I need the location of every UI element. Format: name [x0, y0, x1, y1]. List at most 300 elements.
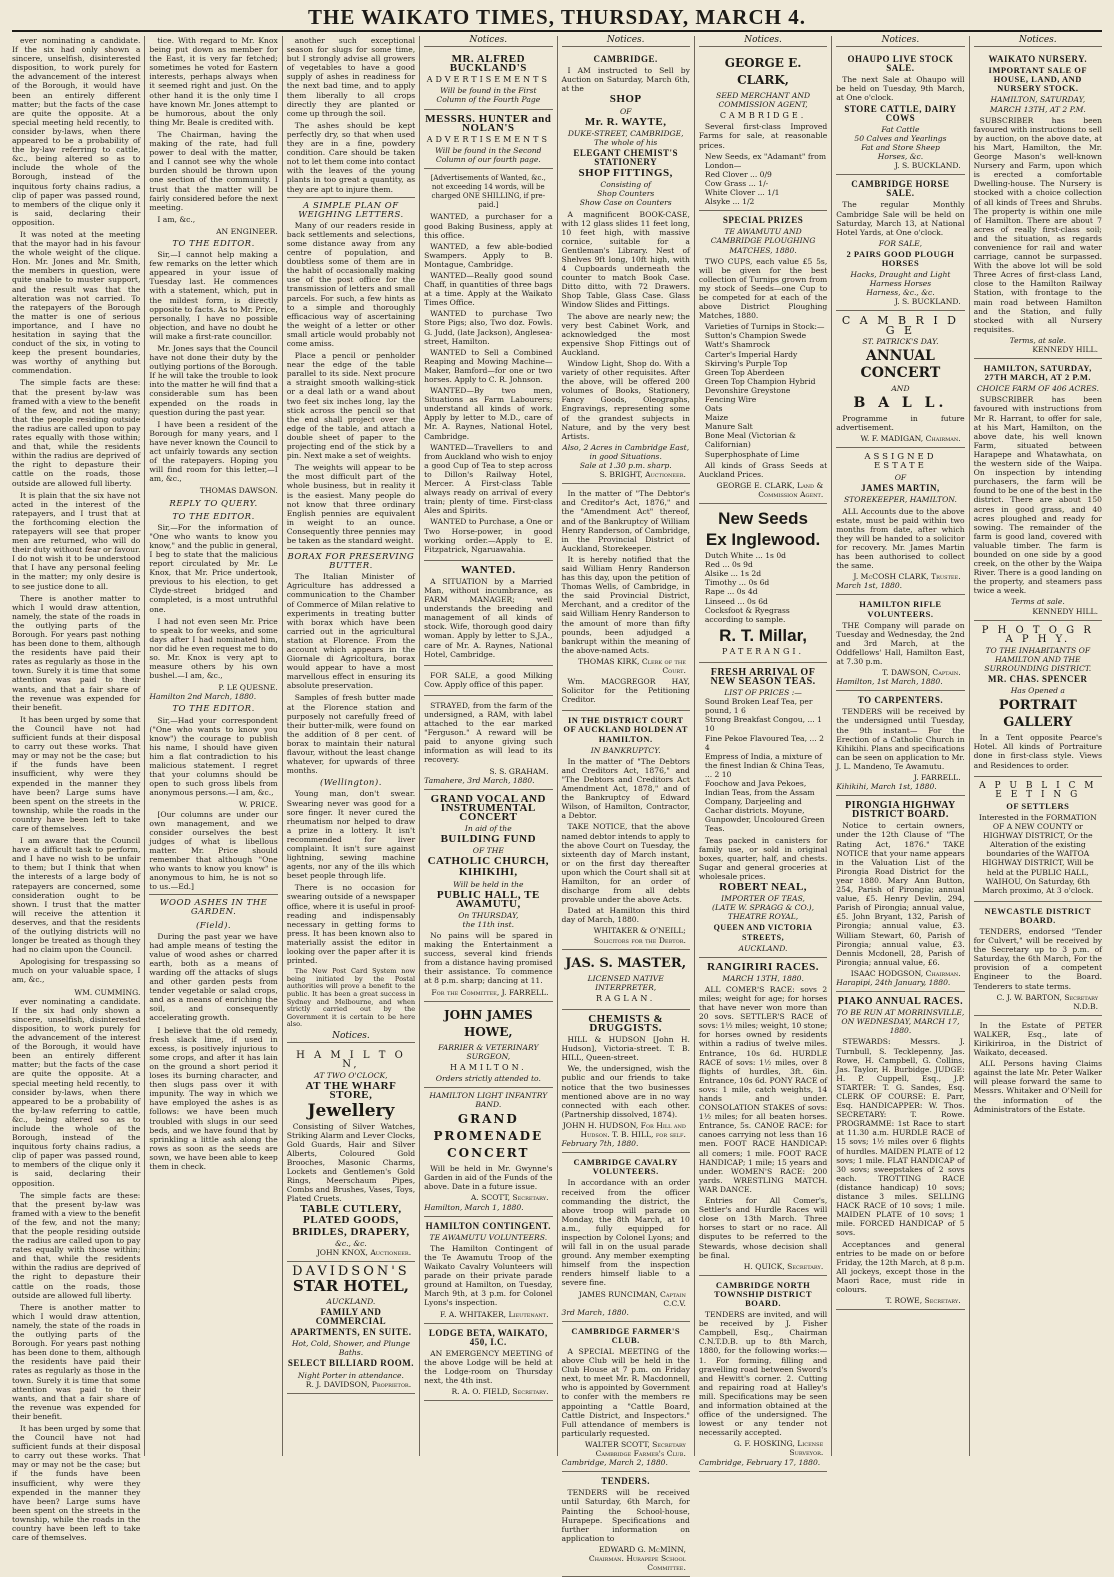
rates-note: [Advertisements of Wanted, &c., not exceeding 14 words, will be charged ONE SHILLING, if pre-paid.] — [430, 174, 546, 210]
article-paragraph: The Italian Minister of Agriculture has addressed a communication to the Chamber of Commerce of Milan relative to experiments in treating butter with borax which have been carried out in the agricultural station at Florence. From the account which appears in the Giornale di Agricoltura, borax would appear to have a most marvellous effect in ensuring its absolute preservation. — [286, 572, 416, 691]
concert-line: the 11th inst. — [462, 919, 515, 929]
letter-signature: WM. CUMMING. — [74, 987, 141, 997]
ad-text: In a Tent opposite Pearce's Hotel. All kinds of Portraiture done in first-class style. Views and Residences to order. — [973, 733, 1102, 770]
letter-paragraph: Sir,—For the information of "One who wants to know you know," and the public in general, I beg to state that the malicious report circulated by Mr. Le Knox, that Mr. Price undertook, previous to his election, to get Clyde-street bridged and completed, is a most untruthful one. — [149, 522, 278, 614]
ad-text: Will be found in the First Column of the Fourth Page — [436, 86, 541, 105]
supply-item: Maize — [704, 413, 729, 423]
letter-signature: AN ENGINEER. — [216, 226, 278, 236]
ad-line: ELEGANT CHEMIST'S STATIONERY — [573, 147, 678, 168]
letter-paragraph: I am, &c., — [157, 214, 196, 224]
ad-text: Also, 2 Acres in Cambridge East, in good Situations. — [562, 442, 690, 461]
hotel-city: AUCKLAND. — [326, 1296, 376, 1306]
ad-title: C A M B R I D G E — [841, 314, 959, 337]
turnip-item: Sutton's Champion Swede — [704, 331, 807, 341]
auction-signature: JOHN KNOX, Auctioneer. — [316, 1247, 412, 1257]
column-3 — [282, 36, 419, 1456]
wanted-item: WANTED—By two men, Situations as Farm Labourers; understand all kinds of work. Apply by letter to M.D., care of Mr. A. Raynes, National Hotel, Cambridge. — [424, 386, 553, 441]
ad-text: Window Light, Shop do. With a variety of other requisites. After the above, will be offered 200 volumes of Books, Stationery, Fancy Goods, Oleographs, Engravings, representing some of the grandest subjects in Nature, and by the very best Artists. — [561, 359, 690, 441]
turnip-item: Varieties of Turnips in Stock:— — [704, 322, 825, 332]
editor-note: [Our columns are under our own management, and we consider ourselves the best judges of what is libellous matter. Mr. Price should remember that although "One who wants to know you know" is anonymous to him, he is not so to us.—Ed.] — [149, 809, 278, 892]
ad-title: ASSIGNED ESTATE — [864, 452, 937, 472]
ad-signature: R. A. O. FIELD, Secretary. — [451, 1387, 549, 1397]
ad-terms: Terms, at sale. — [1009, 335, 1066, 345]
ad-date: Hamilton, March 1, 1880. — [424, 1202, 524, 1212]
ad-line: OF — [619, 106, 632, 116]
ad-text: TENDERS will be received by the undersigned until Tuesday, the 9th instant— For the Erection of a Catholic Church in Kihikihi. Plans and specifications can be seen on application to Mr. J. L. Mandeno, Te Awamutu. — [836, 707, 965, 771]
ad-subtitle: FARRIER & VETERINARY SURGEON, — [438, 1042, 539, 1061]
letter-signature: THOMAS DAWSON. — [199, 486, 278, 496]
ohaupo-ad — [836, 50, 964, 175]
clark-ad — [699, 50, 827, 211]
turnip-item: Green Top Aberdeen — [704, 367, 785, 377]
ad-text: No pains will be spared in making the Entertainment a success, several kind friends from a distance having promised their assistance. To commence at 8 p.m. sharp; dancing at 11. — [424, 930, 553, 986]
ad-title: CAMBRIDGE FARMER'S CLUB. — [571, 1325, 681, 1345]
ad-date: Kihikihi, March 1st, 1880. — [836, 782, 937, 792]
ad-title: TENDERS. — [601, 1476, 651, 1487]
contingent-ad — [424, 1217, 552, 1324]
letter-signature: W. PRICE. — [238, 800, 278, 810]
supply-item: Oats — [704, 404, 723, 414]
letter-paragraph: Sir,—I cannot help making a few remarks on the letter which appeared in your issue of Tuesday last. He commences with a statement, which, put in the mildest form, is directly opposite to facts. As to Mr. Price, personally, I have no possible objection, and have no doubt he will make a first-rate councillor. — [149, 250, 278, 341]
ad-line: OF — [894, 473, 907, 483]
auction-place: AT THE WHARF STORE, — [305, 1080, 397, 1102]
piako-races-ad — [836, 992, 964, 1310]
ad-title: CAMBRIDGE HORSE SALE. — [851, 179, 950, 199]
letter-paragraph: It was noted at the meeting that the mayor had in his favour the whole weight of the clique. Hon. Mr. Jones and Mr. Smith, the members in question, were quite unable to muster support, and the result was that the alteration was not carried. To the ratepayers of the Borough the matter is one of serious importance, and I have no hesitation in saying that the conduct of the six, in voting to keep the present boundaries, was worthy of anything but commendation. — [12, 229, 141, 376]
ad-text: STEWARDS: Messrs. J. Turnbull, S. Tecklepenny, Jas. Rowe, H. Campbell, G. Collins, Jas. Taylor, H. Burbidge. JUDGE: H. P. Cuppell, Esq., J.P. STARTER: T. G. Sandes, Esq. CLERK OF COURSE: E. Parr, Esq. HANDICAPPER: W. Thos. SECRETARY: T. Rowe. PROGRAMME: 1st Race to start at 11.30 a.m. HURDLE RACE of 15 sovs; 1½ miles over 6 flights of hurdles. MAIDEN PLATE of 12 sovs; 1 mile. FLAT HANDICAP of 30 sovs; sweepstakes of 2 sovs each. TROTTING RACE (distance handicap) 10 sovs; distance 3 miles. SELLING HACK RACE of 10 sovs; 1 mile. MAIDEN PLATE of 10 sovs; 1 mile. FORCED HANDICAP of 5 sovs. — [836, 1037, 965, 1238]
races-ad — [699, 958, 827, 1276]
ad-signature: J. S. BUCKLAND. — [894, 161, 961, 171]
nursery-sale-ad — [974, 50, 1102, 359]
ad-subtitle: TE AWAMUTU VOLUNTEERS. — [429, 1232, 548, 1242]
concert-line: PUBLIC HALL, TE AWAMUTU, — [436, 888, 540, 910]
article-paragraph: The weights will appear to be the most difficult part of the whole business, but in reality it is the easiest. Many people do not know that three ordinary English pennies are equivalent in weight to an ounce. Consequently three pennies may be taken as the standard weight. — [286, 463, 416, 545]
cavalry-notice — [562, 1153, 690, 1322]
ad-text: FOR SALE, a good Milking Cow. Apply office of this paper. — [424, 670, 553, 689]
ad-signature: C. J. W. BARTON, Secretary N.D.B. — [996, 992, 1098, 1011]
ad-line: Show Case on Counters — [579, 198, 672, 208]
wanted-item: WANTED, a few able-bodied Swampers. Apply to B. Montague, Cambridge. — [424, 241, 553, 269]
ad-signature: J. McCOSH CLARK, Trustee. — [853, 572, 961, 582]
ad-line: THEATRE ROYAL, — [727, 912, 799, 922]
hotel-line: FAMILY AND COMMERCIAL — [315, 1307, 387, 1327]
turnip-item: Green Top Champion Hybrid — [704, 376, 816, 386]
notices-heading: Notices. — [424, 36, 552, 47]
ad-signature: J. S. BUCKLAND. — [894, 297, 961, 307]
ad-signature: ISAAC HODGSON, Chairman. — [850, 968, 961, 978]
ad-title: JAS. S. MASTER, — [565, 955, 687, 971]
ad-text: Acceptances and general entries to be made on or before Friday, the 12th March, at 8 p.m. All jockeys, except those in the Maori Race, must ride in colours. — [836, 1239, 965, 1294]
seed-price: Timothy ... 0s 6d — [704, 578, 770, 588]
ad-text: TAKE NOTICE, that the above named debtor intends to apply to the above Court on Tuesday, the sixteenth day of March instant, or on the first day thereafter upon which the Court shall sit at Hamilton, for an order of discharge from all debts provable under the above Acts. — [561, 822, 690, 905]
new-seeds-ad — [699, 504, 827, 663]
ad-text: THE Company will parade on Tuesday and Wednesday, the 2nd and 3rd March, at the Oddfellows' Hall, Hamilton East, at 7.30 p.m. — [836, 620, 965, 666]
seed-price: Rape ... 0s 4d — [704, 587, 758, 597]
ad-text: A magnificent BOOK-CASE, with 12 glass slides 11 feet long, 10 feet high, with massive cornice, suitable for a Gentleman's Library. Nest of Shelves 9ft long, 10ft high, with 4 Cupboards underneath the counter to match Book Case. Ditto ditto, with 72 Drawers. Shop Table, Glass Case. Glass Window Slides and Fittings. — [561, 209, 690, 310]
section-heading: TO THE EDITOR. — [172, 511, 255, 522]
ad-title: JOHN JAMES HOWE, — [443, 1007, 533, 1039]
public-meeting-ad — [974, 777, 1102, 902]
hotel-name: STAR HOTEL, — [292, 1276, 409, 1295]
ad-title: HAMILTON CONTINGENT. — [425, 1220, 551, 1231]
notices-heading: Notices. — [287, 1032, 415, 1043]
ad-title: CHEMISTS & DRUGGISTS. — [588, 1012, 664, 1034]
article-paragraph: There is no occasion for swearing outside of a newspaper office, where it is useful in proof-reading and indispensably necessary in getting forms to press. It has been known also to materially assist the editor in looking over the paper after it is printed. — [286, 883, 416, 966]
ad-signature: For the Committee, J. FARRELL. — [431, 987, 549, 997]
letter-paragraph: The simple facts are these: that the present by-law was framed with a view to the benefit of the few, and not the many; that the people residing outside the radius are called upon to pay rates equally with those within; and that, while the residents within the radius are deprived of the right to depasture their cattle on the roads, those outside are allowed full liberty. — [12, 378, 141, 488]
article-title: BORAX FOR PRESERVING BUTTER. — [287, 552, 415, 572]
ad-text: Entries for All Comer's, Settler's and Hurdle Races will close on 13th March. Three horses to start or no race. All disputes to be referred to the Stewards, whose decision shall be final. — [698, 1196, 828, 1260]
ad-text: TENDERS, endorsed "Tender for Culvert," will be received by the Secretary up to 3 p.m. of Saturday, the 6th March, For the provision of a competent Engineer to the Board. Tenderers to state terms. — [973, 926, 1102, 991]
ad-text: STRAYED, from the farm of the undersigned, a RAM, with label attached to the ear marked "Ferguson." A reward will be paid to anyone giving such information as will lead to its recovery. — [424, 700, 553, 765]
seed-price: Red ... 0s 9d — [704, 560, 753, 570]
masthead — [12, 6, 1102, 32]
hotel-line: Night Porter in attendance. — [297, 1370, 404, 1380]
cambridge-auction-ad — [562, 50, 690, 484]
turnip-item: Carter's Imperial Hardy — [704, 349, 798, 359]
auction-ad — [287, 1046, 415, 1262]
ad-title: HAMILTON LIGHT INFANTRY BAND. — [429, 1091, 548, 1110]
ad-title: SPECIAL PRIZES — [722, 215, 804, 226]
auction-time: AT TWO O'CLOCK, — [314, 1071, 388, 1081]
ad-date: HAMILTON, SATURDAY, MARCH 13TH, AT 2 P.M. — [989, 95, 1086, 114]
section-heading: TO THE EDITOR. — [172, 238, 255, 249]
ad-signature: W. F. MADIGAN, Chairman. — [860, 434, 961, 443]
ad-text: A SITUATION by a Married Man, without incumbrance, as FARM MANAGER; well understands the breeding and management of all kinds of stock. Wife, thorough good dairy woman. Apply by letter to S.J.A., care of Mr. A. Raynes, National Hotel, Cambridge. — [424, 576, 553, 659]
ad-text: It is hereby notified that the said William Henry Randerson has this day, upon the petition of Thomas Wells, of Cambridge, in the said Provincial District, Merchant, and a creditor of the said William Henry Randerson to the amount of more than fifty pounds, been adjudged a bankrupt within the meaning of the above-named Acts. — [561, 554, 690, 655]
wanted-item: WANTED—Travellers to and from Auckland who wish to enjoy a good Cup of Tea to step across to Dillon's Railway Hotel, Mercer. A First-class Table always ready on arrival of every train; plenty of time. First-class Ales and Spirits. — [424, 442, 553, 516]
ad-title: GEORGE E. CLARK, — [724, 56, 802, 88]
ad-headline: PORTRAIT GALLERY — [998, 698, 1077, 731]
ad-terms: Terms at sale. — [1010, 597, 1065, 607]
ad-title: HAMILTON, SATURDAY, 27TH MARCH, AT 2 P.M. — [983, 363, 1092, 383]
concert-line: OF THE — [472, 846, 504, 856]
ad-subtitle: OF SETTLERS — [1006, 800, 1070, 811]
auction-line: TABLE CUTLERY, — [300, 1203, 402, 1216]
ad-text: Orders strictly attended to. — [435, 1073, 541, 1083]
farm-sale-ad — [974, 359, 1102, 621]
ad-date: Hamilton, 1st March, 1880. — [836, 677, 943, 687]
ad-headline: ANNUAL CONCERT — [860, 347, 941, 381]
ad-text: Will be found in the Second Column of our fourth page. — [435, 145, 542, 164]
concert-ball-ad — [836, 311, 964, 448]
column-2 — [144, 36, 281, 1456]
ad-text: Will be held in Mr. Gwynne's Garden in aid of the Funds of the above. Date in a future issue. — [424, 1164, 553, 1192]
ad-signature: S. BRIGHT, Auctioneer. — [599, 470, 686, 480]
hotel-line: APARTMENTS, EN SUITE. — [290, 1327, 412, 1338]
ad-text: In the matter of "The Debtor's and Creditor's Act, 1876," and the "Amendment Act" thereof, and of the Bankruptcy of William Henry Randerson, of Cambridge, in the Provincial District of Auckland, Storekeeper. — [561, 489, 690, 553]
ad-title: MESSRS. HUNTER and NOLAN'S — [425, 112, 552, 134]
ad-title: ROBERT NEAL, — [719, 881, 808, 894]
newcastle-board-ad — [974, 902, 1102, 1016]
tenders-notice — [562, 1472, 690, 1577]
ad-line: Shop Counters — [597, 189, 655, 199]
ad-title: NEWCASTLE DISTRICT BOARD. — [984, 905, 1092, 925]
ad-signature: S. S. GRAHAM. — [489, 766, 549, 776]
ad-title: TO CARPENTERS. — [857, 695, 944, 706]
ad-text: In the matter of "The Debtors and Creditors Act, 1876," and "The Debtors and Creditors Act Amendment Act, 1878," and of the Bankruptcy of Edward Wilson, of Hamilton, Contractor, a Debtor. — [561, 756, 690, 821]
ad-signature: T. DAWSON, Captain. — [882, 668, 961, 678]
turnip-item: Watt's Shamrock — [704, 340, 770, 350]
article-paragraph: Samples of fresh butter made at the Florence station and purposely not carefully freed of their butter-milk, were found on the addition of 8 per cent. of borax to maintain their natural flavour, without the least change whatever, for upwards of three months. — [286, 693, 416, 776]
north-township-ad — [699, 1276, 827, 1472]
ad-text: ALL COMER'S RACE: sovs 2 miles; weight for age; for horses that have never won more than 20 sovs. SETTLER'S RACE of sovs: 1½ miles; weight, 10 stone; for horses owned by residents within a radius of twelve miles. Entrance, 10s 6d. HURDLE RACE of sovs: 1½ miles, over 8 flights of hurdles, 3ft. 6in. Entrance, 10s 6d. PONY RACE of sovs: 1 mile, catch weights, 14 hands and under. CONSOLATION STAKES of sovs: 1½ miles; for all beaten horses. Entrance, 5s. CANOE RACE: for canoes carrying not less than 16 men. FOOT RACE HANDICAP: all comers; 1 mile. FOOT RACE HANDICAP; 1 mile; 15 years and under. WOMEN'S RACE: 200 yards. WRESTLING MATCH. WAR DANCE. — [698, 984, 828, 1194]
hotel-ad — [287, 1262, 415, 1394]
ad-text: Several first-class Improved Farms for sale, at reasonable prices. — [698, 122, 828, 150]
tea-item: Empress of India, a mixture of the finest Indian & China Teas, ... 2 10 — [704, 751, 825, 779]
concert-line: KIHIKIHI, — [459, 866, 518, 879]
seed-price: Alsike ... 1s 2d — [704, 569, 762, 579]
seed-item: Alsyke ... 1/2 — [704, 197, 755, 207]
divider — [149, 894, 277, 895]
ad-line: QUEEN AND VICTORIA STREETS, — [713, 923, 813, 942]
hotel-line: SELECT BILLIARD ROOM. — [287, 1358, 414, 1369]
wanted-ads — [424, 169, 552, 561]
ad-headline: Ex Inglewood. — [705, 530, 821, 550]
ad-text: Notice to certain owners, under the 12th Clause of "The Rating Act, 1876." TAKE NOTICE that your name appears in the Valuation List of the Pirongia Road District for the year 1880. Mary Ann Button, 254, Parish of Pirongia; annual value, £5. Henry Devlin, 294, Parish of Pirongia; annual value, £5. John Bryant, 132, Parish of Pirongia; annual value, £3. William Stewart, 60, Parish of Pirongia; annual value, £3. Dennis Mcdonell, 28, Parish of Pirongia; annual value, £6. — [836, 821, 965, 967]
article-paragraph: I believe that the old remedy, fresh slack lime, if used in excess, is positively injurious to some crops, and after it has lain on the ground a short period it loses its burning character, and then slugs pass over it with impunity. The way in which we have employed the ashes is as follows: we have been much troubled with slugs in our seed beds, and we have found that by sprinkling a little ash along the rows as soon as the seeds are sown, we have been able to keep them in check. — [149, 1025, 278, 1171]
ad-title: CAMBRIDGE NORTH TOWNSHIP DISTRICT BOARD. — [714, 1279, 812, 1308]
letter-paragraph: There is another matter to which I would draw attention, namely, the state of the roads in the outlying parts of the Borough. For years past nothing has been done to them, although the residents have paid their rates as regularly as those in the town. Surely it is time that some attention was paid to their wants, and that a fair share of the revenue was expended for their benefit. — [12, 593, 141, 712]
columns — [8, 35, 1106, 1573]
court-notice — [562, 711, 690, 949]
ad-text: TENDERS will be received until Saturday, 6th March, for Painting the School-house, Hurapepe. Specifications and further information on application to — [561, 1488, 690, 1543]
ad-signature: KENNEDY HILL. — [1032, 606, 1098, 616]
article-source: (Wellington). — [319, 778, 382, 789]
ad-text: SUBSCRIBER has been favoured with instructions to sell by auction, on the above date, at his Mart, Hamilton, the Mr. George Mason's well-known Nursery and Farm, upon which is erected a comfortable Dwelling-house. The Nursery is stocked with a choice collection of all kinds of Trees and Shrubs. The property is within one mile of Hamilton. There are about 7 acres of really first-class soil; and the situation, as regards convenience for rail and water carriage, cannot be surpassed. With the above lot will be sold Three Acres of first-class Land, close to the Hamilton Railway Station, with frontage to the main road between Hamilton and the Station, and fully stocked with all Nursery requisites. — [973, 115, 1102, 334]
notices-heading: Notices. — [974, 36, 1102, 47]
concert-line: In aid of the — [464, 824, 512, 834]
ad-text: Sale at 1.30 p.m. sharp. — [579, 461, 672, 471]
ad-text: The next Sale at Ohaupo will be held on Tuesday, 9th March, at One o'clock. — [836, 75, 965, 103]
ad-date: March 1st, 1880. — [836, 581, 903, 591]
hotel-title: DAVIDSON'S — [292, 1263, 410, 1279]
ad-title: IN THE DISTRICT COURT OF AUCKLAND HOLDEN AT HAMILTON. — [563, 715, 688, 744]
letter-paragraph: It is plain that the six have not acted in the interest of the ratepayers, and I trust that at the forthcoming election the ratepayers will see that proper men are returned, who will do their duty without fear or favour. I do not wish it to be understood that I have any personal feeling in the matter; my only desire is to see justice done to all. — [12, 490, 141, 591]
ad-line: STOREKEEPER, HAMILTON. — [843, 495, 957, 505]
hotel-signature: R. J. DAVIDSON, Proprietor. — [305, 1379, 412, 1389]
ad-signature: G. F. HOSKING, License Surveyor. — [733, 1439, 824, 1458]
letter-paragraph: I have been a resident of the Borough for many years, and I have never known the Council to act unfairly towards any section of the ratepayers. Hoping you will find room for this letter,—I am, &c., — [149, 419, 278, 484]
ad-date: Harapipi, 24th January, 1880. — [836, 977, 951, 987]
ad-title: FRESH ARRIVAL OF NEW SEASON TEAS. — [710, 666, 816, 687]
fine-print: The New Post Card System now being initiated by the Postal authorities will prove a benefit to the public. It has been a great success in Sydney and Melbourne, and when strictly carried out by the Government it is certain to be here also. — [286, 967, 416, 1029]
ad-subtitle: IN BANKRUPTCY. — [590, 745, 661, 755]
article-title: A SIMPLE PLAN OF WEIGHING LETTERS. — [298, 200, 404, 220]
ad-title: OHAUPO LIVE STOCK SALE. — [847, 54, 954, 74]
concert-line: BUILDING FUND — [440, 833, 537, 846]
letter-paragraph: Apologising for trespassing so much on your valuable space, I am, &c., — [12, 957, 141, 985]
ad-text: Wm. MACGREGOR HAY, Solicitor for the Petitioning Creditor. — [561, 677, 690, 705]
ad-line: Harness, &c., &c. — [866, 288, 935, 298]
ad-title: WANTED. — [461, 563, 516, 576]
ad-signature: THOMAS KIRK, Clerk of the Court. — [578, 656, 686, 675]
ad-title: CAMBRIDGE. — [593, 54, 658, 65]
ad-title: LODGE BETA, WAIKATO, 450, I.C. — [428, 1327, 548, 1347]
ad-subtitle: TO THE INHABITANTS OF HAMILTON AND THE SURROUNDING DISTRICT. — [984, 645, 1092, 673]
auction-line: &c., &c. — [335, 1238, 367, 1248]
situation-wanted-ad — [424, 561, 552, 666]
ad-text: Dated at Hamilton this third day of March, 1880. — [561, 906, 690, 925]
ad-title: GRAND VOCAL AND INSTRUMENTAL CONCERT — [430, 792, 546, 823]
ad-line: SHOP FITTINGS, — [578, 167, 673, 180]
ad-date: February 7th, 1880. — [561, 1139, 639, 1149]
ad-signature: GEORGE E. CLARK, Land & Commission Agent. — [716, 480, 824, 499]
pirongia-board-ad — [836, 796, 964, 992]
article-paragraph: Young man, don't swear. Swearing never was good for a sore finger. It never cured the rheumatism nor helped to draw a prize in a lottery. It isn't recommended for liver complaint. It isn't sure against lightning, sewing machine agents, nor any of the ills which beset people through life. — [286, 789, 416, 881]
supply-item: Manure Salt — [704, 422, 753, 432]
masthead-title: THE WAIKATO TIMES, THURSDAY, MARCH 4. — [308, 5, 806, 29]
ad-date: Tamahere, 3rd March, 1880. — [424, 775, 535, 785]
ad-text: A SPECIAL MEETING of the above Club will be held in the Club House at 7 p.m. on Friday next, to meet Mr. R. Macdonnell, who is appointed by Government to confer with the members re appointing a "Cattle Board, Cattle District, and Inspectors." Full attendance of members is particularly requested. — [561, 1347, 690, 1438]
article-paragraph: another such exceptional season for slugs for some time, but I strongly advise all growers of vegetables to have a good supply of ashes in readiness for the next bad time, and to apply them liberally to all crops directly they are planted or come up through the soil. — [286, 36, 416, 118]
estate-notice-ad — [974, 1016, 1102, 1120]
seed-item: Red Clover ... 0/9 — [704, 169, 772, 179]
supply-item: Superphosphate of Lime — [704, 449, 800, 459]
ad-text: The Hamilton Contingent of the Te Awamutu Troop of the Waikato Cavalry Volunteers will parade on their private parade ground at Hamilton, on Tuesday, March 9th, at 3 p.m. for Colonel Lyons's inspection. — [424, 1243, 553, 1308]
wanted-item: WANTED to Purchase, a One or Two Horse-power, in good working order.—Apply to E. Fitzpatrick, Ngaruawahia. — [424, 517, 553, 554]
ad-text: Programme in future advertisement. — [836, 413, 965, 432]
concert-line: CATHOLIC CHURCH, — [427, 855, 550, 868]
letter-paragraph: The Chairman, having the making of the rate, had full power to deal with the matter, and I cannot see why the whole burden should be thrown upon one section of the community. I trust that the matter will be fairly considered before the next meeting. — [149, 129, 278, 212]
ad-text: SUBSCRIBER has been favoured with instructions from Mr R. Harrant, to offer for sale, at his Mart, Hamilton, on the above date, his well known Farm, situated between Harapepe and Whatawhata, on the western side of the Waipa. On inspection by intending purchasers, the farm will be found to be one of the best in the district. There are about 150 acres in good grass, and 40 acres ploughed and ready for sowing. The remainder of the farm is good land, covered with valuable timber. The farm is bounded on one side by a good creek, on the other by the Waipa River. There is a good landing on the property, and steamers pass twice a week. — [973, 395, 1102, 596]
ad-subtitle: LIST OF PRICES :— — [724, 688, 802, 698]
ad-line: IMPORTER OF TEAS, — [721, 894, 805, 904]
ad-text: I AM instructed to Sell by Auction on Saturday, March 6th, at the — [561, 66, 690, 94]
ad-date: Cambridge, March 2, 1880. — [561, 1458, 668, 1468]
notices-heading: Notices. — [836, 36, 964, 47]
chemists-ad — [562, 1010, 690, 1153]
ad-subtitle: HILL & HUDSON [John H. Hudson], Victoria-street. T. B. HILL, Queen-street. — [561, 1035, 690, 1063]
ad-line: Horses, &c. — [877, 152, 924, 162]
buckland-ad — [424, 50, 552, 109]
seed-price-list — [699, 551, 827, 624]
letter-paragraph: There is another matter to which I would draw attention, namely, the state of the roads in the outlying parts of the Borough. For years past nothing has been done to them, although the residents have paid their rates as regularly as those in the town. Surely it is time that some attention was paid to their wants, and that a fair share of the revenue was expended for their benefit. — [12, 1302, 141, 1421]
column-6 — [694, 35, 831, 1467]
letter-paragraph: I am aware that the Council have a difficult task to perform, and I have no wish to be unfair to them; but I think that when the interests of a large body of ratepayers are concerned, some consideration ought to be shown. I trust that the matter will receive the attention it deserves, and that the residents of the outlying districts will no longer be treated as though they had no claim upon the Council. — [12, 836, 141, 955]
notices-heading: Notices. — [562, 36, 690, 47]
article-paragraph: The ashes should be kept perfectly dry, so that when used they are in a fine, powdery condition. Care should be taken not to let them come into contact with the leaves of the young plants in too great a quantity, as they are apt to injure them. — [286, 120, 416, 194]
ad-line: Consisting of — [600, 180, 651, 190]
ad-signature: T. ROWE, Secretary. — [885, 1296, 961, 1306]
divider — [287, 548, 415, 549]
ad-text: AN EMERGENCY MEETING of the above Lodge will be held at the Lodge-room on Thursday next, the 4th inst. — [424, 1348, 553, 1386]
ad-text: TWO CUPS, each value £5 5s, will be given for the best collection of Turnips grown from my stock of Seeds—one Cup to be competed for at each of the above District Ploughing Matches, 1880. — [698, 256, 828, 321]
section-heading: REPLY TO QUERY. — [169, 498, 258, 509]
article-paragraph: Place a pencil or penholder near the edge of the table parallel to its side. Next procure a straight smooth walking-stick or a deal lath or a wand about two feet six inches long, lay the stick across the pencil so that the end shall project over the edge of the table, and attach a double sheet of paper to the projecting end of the stick by a pin. Next make a set of weights. — [286, 351, 416, 461]
rifle-volunteers-ad — [836, 595, 964, 691]
supplies-list — [699, 395, 827, 459]
ad-line: Mr. R. WAYTE, — [584, 115, 667, 128]
ad-line: Has Opened a — [1010, 686, 1065, 696]
ad-line: 2 PAIRS GOOD PLOUGH HORSES — [846, 248, 955, 268]
ad-line: AUCKLAND. — [738, 943, 788, 953]
photography-ad — [974, 621, 1102, 777]
howe-ad — [424, 1002, 552, 1088]
letter-paragraph: Sir,—Had your correspondent ("One who wants to know you know") the courage to publish his name, I should have given him a flat contradiction to his malicious statement. I regret that your columns should be open to such gross libels from anonymous persons.—I am, &c., — [149, 715, 278, 798]
ad-title: RANGIRIRI RACES. — [707, 960, 820, 973]
seed-item: New Seeds, ex "Adamant" from London— — [704, 151, 827, 170]
letter-paragraph: It has been urged by some that the Council have not had sufficient funds at their disposal to carry out these works. That may or may not be the case; but if the funds have been insufficient, why were they expended in the manner they have been? Large sums have been spent on the streets in the township, while the roads in the country have been left to take care of themselves. — [12, 1423, 141, 1543]
seed-price: Cocksfoot & Ryegrass according to sample. — [704, 605, 790, 624]
column-4 — [419, 36, 556, 1456]
seed-price: Linseed ... 0s 6d — [704, 596, 768, 606]
ad-title: PIRONGIA HIGHWAY DISTRICT BOARD. — [845, 800, 956, 821]
ad-text: The regular Monthly Cambridge Sale will be held on Saturday, March 13, at National Hotel Yards, at One o'clock. — [836, 200, 965, 237]
column-1 — [8, 36, 144, 1543]
ad-subtitle: TE AWAMUTU AND CAMBRIDGE PLOUGHING MATCHES, 1880. — [710, 227, 816, 255]
article-paragraph: During the past year we have had ample means of testing the value of wood ashes or charred earth, both as a means of warding off the attacks of slugs and other garden pests from tender vegetable or salad crops, and as a means of enriching the soil, and consequently accelerating growth. — [149, 931, 278, 1023]
ad-line: FOR SALE, — [878, 238, 923, 248]
concert-line: On THURSDAY, — [458, 910, 519, 920]
ad-signature: JOHN H. HUDSON, For Hill and Hudson. T. B. HILL, for self. — [562, 1120, 686, 1140]
horse-sale-ad — [836, 175, 964, 311]
ad-city: RAGLAN. — [596, 993, 656, 1003]
ad-title: P H O T O G R A P H Y. — [981, 624, 1094, 645]
ad-line: MR. CHAS. SPENCER — [988, 674, 1088, 685]
ad-date: MARCH 13TH, 1880. — [722, 973, 804, 983]
letter-paragraph: The simple facts are these: that the present by-law was framed with a view to the benefit of the few, and not the many; that the people residing outside the radius are called upon to pay rates equally with those within; and that, while the residents within the radius are deprived of the right to depasture their cattle on the roads, those outside are allowed full liberty. — [12, 1190, 141, 1300]
ad-subtitle: LICENSED NATIVE INTERPRETER, — [587, 973, 664, 992]
ad-headline: R. T. Millar, — [719, 625, 807, 645]
ad-line: AND — [891, 383, 910, 393]
supply-item: Fencing Wire — [704, 395, 757, 404]
ad-city: CAMBRIDGE. — [719, 111, 807, 121]
tea-item: Sound Broken Leaf Tea, per pound, 1 6 — [704, 697, 813, 716]
divider — [287, 197, 415, 198]
ad-signature: J. FARRELL. — [913, 773, 961, 782]
hotel-line: Hot, Cold, Shower, and Plunge Baths. — [291, 1339, 411, 1358]
letter-paragraph: ever nominating a candidate. If the six had only shown a sincere, unselfish, disinterested disposition, to work purely for the advancement of the interest of the Borough, it would have been an entirely different matter; but the facts of the case are quite the opposite. At a special meeting held recently, to consider by-laws, when there appeared to be a probability of the by-law referring to cattle, &c., being altered so as to include the whole of the Borough, instead of the inquitous forty chains radius, a clip of paper was passed round, to members of the clique only it is said, declaring their opposition. — [12, 996, 141, 1188]
auction-line: PLATED GOODS, — [303, 1214, 399, 1227]
column-5 — [557, 35, 694, 1573]
ad-line: DUKE-STREET, CAMBRIDGE, — [567, 128, 684, 138]
ad-line: Fat and Store Sheep — [861, 142, 940, 152]
ad-signature: KENNEDY HILL. — [1032, 345, 1098, 354]
ad-subtitle: ADVERTISEMENTS — [426, 75, 550, 85]
turnip-item: Skirving's Purple Top — [704, 358, 788, 368]
ad-text: Interested in the FORMATION OF A NEW COUNTY or HIGHWAY DISTRICT, Or the Alteration of the existing boundaries of the WAITOA HIGHWAY DISTRICT, Will be held at the PUBLIC HALL, WAIHOU, On Saturday, 6th March proximo, At 3 o'clock. — [978, 812, 1097, 895]
ad-line: JAMES MARTIN, — [861, 483, 940, 494]
strayed-ad — [424, 696, 552, 790]
ad-line: STORE CATTLE, DAIRY COWS — [844, 103, 957, 123]
ad-subtitle: ST. PATRICK'S DAY. — [862, 336, 939, 346]
tea-list — [699, 697, 827, 833]
ad-date: 3rd March, 1880. — [561, 1307, 629, 1317]
auction-text: Consisting of Silver Watches, Striking Alarm and Lever Clocks, Gold Guards, Hair and Silver Alberts, Coloured Gold Brooches, Masonic Charms, Lockets and Gentlemen's Gold Rings, Meerschaum Pipes, Combs and Brushes, Vases, Toys, Plated Cruets. — [286, 1121, 416, 1204]
carpenters-ad — [836, 691, 964, 796]
hunter-nolan-ad — [424, 110, 552, 169]
seed-item: Cow Grass ... 1/- — [704, 178, 769, 188]
column-7 — [831, 36, 968, 1456]
section-heading: TO THE EDITOR. — [172, 704, 255, 715]
ad-text: All kinds of Grass Seeds at Auckland Prices. — [698, 460, 828, 479]
ad-text: We, the undersigned, wish the public and our friends to take notice that the two businesses mentioned above are in no way connected with each other. (Partnership dissolved, 1874). — [561, 1064, 690, 1119]
lodge-ad — [424, 1324, 552, 1402]
tea-item: Strong Breakfast Congou, ... 1 10 — [704, 715, 822, 734]
letter-date: Hamilton 2nd March, 1880. — [149, 692, 257, 702]
ad-headline: GRAND PROMENADE CONCERT — [433, 1112, 544, 1161]
ad-signature: JAMES RUNCIMAN, Captain C.C.V. — [578, 1289, 686, 1308]
ad-line: Fat Cattle — [881, 124, 920, 134]
ad-title: HAMILTON RIFLE VOLUNTEERS. — [859, 599, 942, 619]
notices-heading: Notices. — [699, 36, 827, 47]
ad-subtitle: IMPORTANT SALE OF HOUSE, LAND, AND NURSERY STOCK. — [988, 65, 1088, 94]
ad-title: MR. ALFRED BUCKLAND'S — [449, 53, 527, 75]
ad-headline: New Seeds — [718, 509, 808, 529]
auction-headline: Jewellery — [307, 1100, 395, 1121]
ad-text: In accordance with an order received from the officer commanding the district, the above troop will parade on Monday, the 8th March, at 10 a.m., fully equipped for inspection by Colonel Lyons; and will fall in on the usual parade ground. Any member exempting himself from the inspection renders himself liable to a severe fine. — [561, 1178, 690, 1288]
